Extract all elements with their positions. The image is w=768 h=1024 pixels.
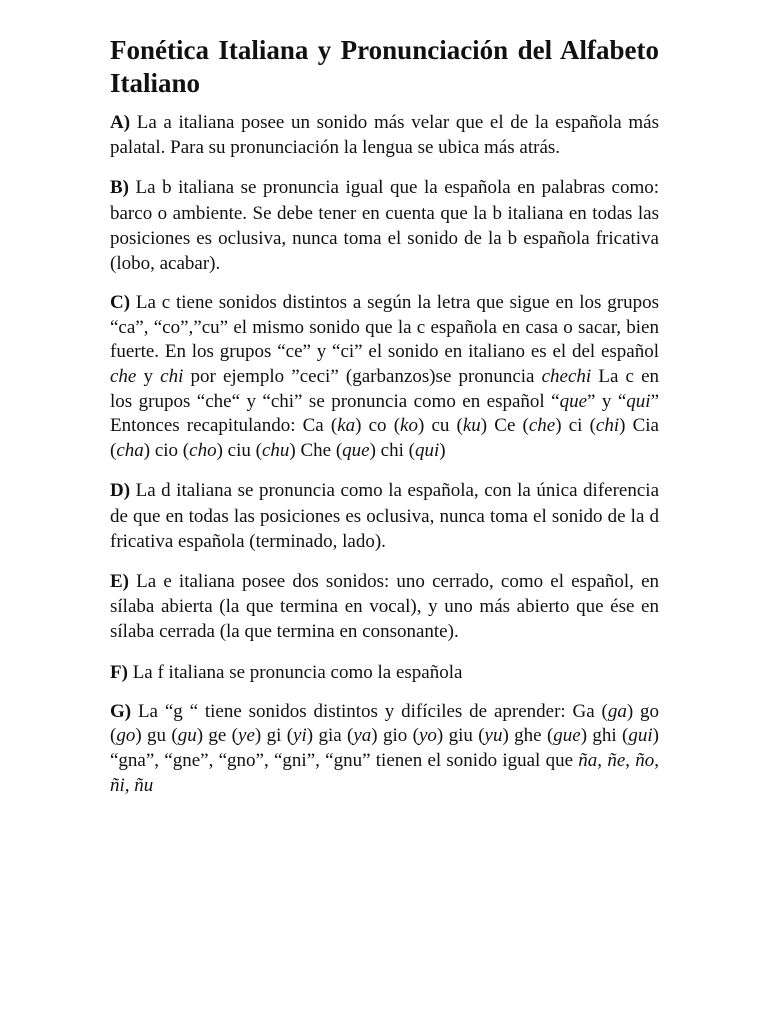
italic-text: qui <box>414 439 440 461</box>
text-run: La c tiene sonidos distintos a según la letra que sigue en los grupos “ca”, “co”,”cu” el mismo sonido que la c española en casa o sacar, bien fuerte. En los grupos “ce” y “ci” el sonido en italiano es el del español <box>110 292 659 363</box>
italic-text: gui <box>628 725 653 747</box>
text-run: por ejemplo ”ceci” (garbanzos)se pronuncia <box>183 366 542 387</box>
italic-text: chechi <box>541 366 592 387</box>
section-letter: E) <box>110 570 129 592</box>
section-a <box>110 110 659 160</box>
italic-text: cho <box>189 439 217 461</box>
italic-text: ya <box>353 725 372 747</box>
text-run: La e italiana posee dos sonidos: uno cerrado, como el español, en sílaba abierta (la que termina en vocal), y uno más abierto que ése en sílaba cerrada (la que termina en consonante). <box>110 570 659 643</box>
section-g <box>110 700 659 798</box>
section-c <box>110 291 659 463</box>
text-run: ) ghi ( <box>580 725 629 747</box>
italic-text: chu <box>261 439 290 461</box>
text-run: ” y “ <box>587 390 627 412</box>
text-run: La c en los grupos “che“ y “chi” se pronuncia como en español “ <box>110 366 660 412</box>
italic-text: ñu <box>134 774 154 796</box>
text-run: La “g “ tiene sonidos distintos y difíciles de aprender: Ga ( <box>137 700 608 722</box>
text-run: ) Che ( <box>289 439 343 461</box>
text-run: La f italiana se pronuncia como la española <box>132 661 463 683</box>
text-run: ) cio ( <box>143 439 190 461</box>
text-run: ) ghe ( <box>502 725 554 747</box>
italic-text: qui <box>626 390 651 412</box>
section-letter: G) <box>110 700 132 722</box>
italic-text: yu <box>484 725 503 747</box>
italic-text: chi <box>160 366 184 387</box>
text-run: ) cu ( <box>417 415 463 437</box>
text-run: ) “gna”, “gne”, “gno”, “gni”, “gnu” tienen el sonido igual que <box>110 725 659 771</box>
text-run: ) <box>439 439 446 461</box>
italic-text: ña <box>578 749 598 771</box>
italic-text: ñi <box>110 774 125 796</box>
italic-text: go <box>116 725 136 747</box>
italic-text: cha <box>116 439 144 461</box>
italic-text: che <box>110 366 137 387</box>
text-run: , <box>625 749 636 771</box>
text-run: La b italiana se pronuncia igual que la española en palabras como: barco o ambiente. Se debe tener en cuenta que la b italiana en todas las posiciones es oclusiva, nunca toma el sonido de la b española fricativa (lobo, acabar). <box>110 177 660 275</box>
text-run: ) ciu ( <box>216 439 262 461</box>
text-run: ) gu ( <box>135 725 178 747</box>
italic-text: ga <box>607 700 627 722</box>
italic-text: ku <box>462 415 481 437</box>
italic-text: che <box>528 415 556 437</box>
text-run: ) co ( <box>355 415 401 437</box>
italic-text: ye <box>238 725 255 747</box>
italic-text: ko <box>400 415 418 437</box>
section-b <box>110 175 659 276</box>
text-run: , <box>124 774 135 796</box>
text-run: La a italiana posee un sonido más velar que el de la española más palatal. Para su pronunciación la lengua se ubica más atrás. <box>110 112 659 159</box>
section-letter: F) <box>110 661 128 683</box>
text-run: ) chi ( <box>369 439 415 461</box>
text-run: y <box>136 366 161 387</box>
text-run: , <box>597 749 608 771</box>
text-run: ) go ( <box>110 700 660 747</box>
italic-text: ka <box>337 415 356 437</box>
text-run: ) Cia ( <box>110 415 659 461</box>
italic-text: gue <box>553 725 581 747</box>
text-run: ) gia ( <box>306 725 354 747</box>
text-run: ) ci ( <box>555 415 596 437</box>
text-run: ” Entonces recapitulando: Ca ( <box>110 390 659 437</box>
section-letter: C) <box>110 292 131 314</box>
text-run: ) ge ( <box>196 725 239 747</box>
document-title: Fonética Italiana y Pronunciación del Alfabeto Italiano <box>110 35 659 98</box>
italic-text: gu <box>177 725 197 747</box>
italic-text: ñe <box>607 749 626 771</box>
text-run: , <box>654 749 660 771</box>
text-run: ) giu ( <box>436 725 485 747</box>
document-body <box>110 34 659 813</box>
section-letter: B) <box>110 177 129 199</box>
italic-text: que <box>559 390 588 412</box>
text-run: ) gio ( <box>371 725 419 747</box>
italic-text: yi <box>293 725 307 747</box>
italic-text: yo <box>418 725 437 747</box>
italic-text: ño <box>635 749 655 771</box>
text-run: ) gi ( <box>254 725 294 747</box>
section-letter: A) <box>110 112 131 133</box>
italic-text: chi <box>595 415 620 437</box>
section-letter: D) <box>110 480 131 502</box>
italic-text: que <box>342 439 370 461</box>
section-e <box>110 569 659 645</box>
text-run: ) Ce ( <box>480 415 529 437</box>
section-f <box>110 660 659 685</box>
text-run: La d italiana se pronuncia como la española, con la única diferencia de que en todas las posiciones es oclusiva, nunca toma el sonido de la d fricativa española (terminado, lado). <box>110 480 659 552</box>
section-d <box>110 478 659 554</box>
